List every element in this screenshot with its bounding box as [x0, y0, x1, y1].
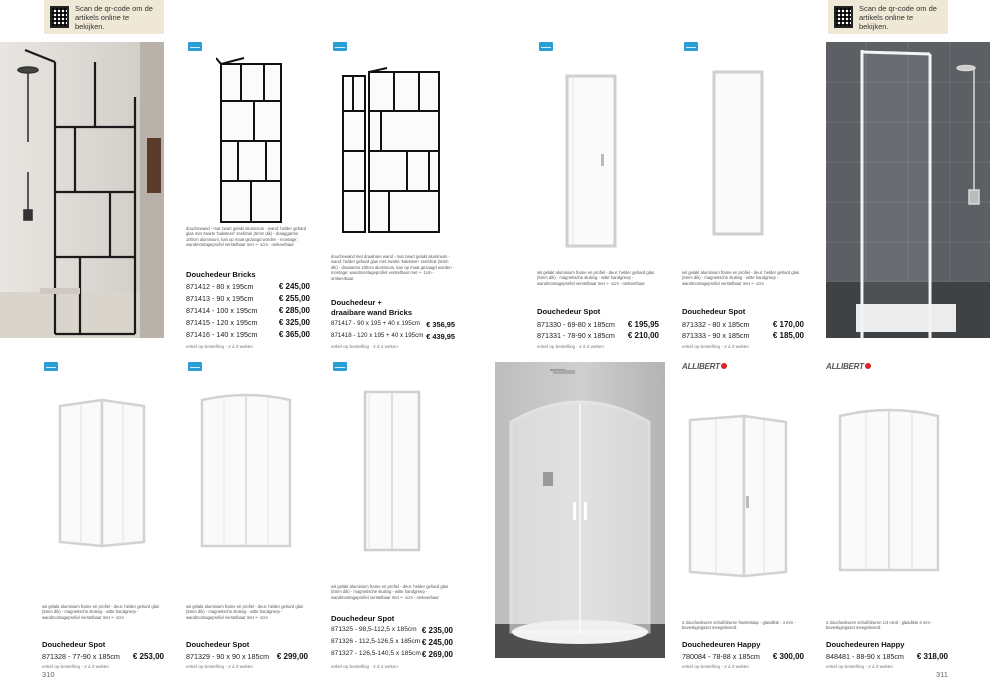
product-description: wit gelakt aluminium frame en profiel - deur: helder gehard glas (5mm dik) - magnetische sluiting - witte handgreep - wandmontageprofiel verstelbaar met +- 1cm [682, 270, 800, 286]
article-price: € 285,00 [278, 306, 310, 315]
qr-text: Scan de qr-code om de artikels online te bekijken. [74, 3, 153, 31]
article-code: 848481 - 88-90 x 185cm [826, 652, 904, 661]
product-description: douchewand - mat zwart gelakt aluminium - wand: helder gehard glas met zwarte 'baksteen' zeefdruk (5mm dik) - draaggarms 100cm aluminium, kan op maat gezaagd worden - montage: wandmontageprofiel verstelbaar met +- 1cm - omkeerbaar [186, 226, 307, 248]
photo-quarter-round-bathroom [495, 362, 665, 658]
price-row [682, 652, 804, 661]
product-spot-5 [331, 362, 455, 680]
article-price: € 245,00 [278, 282, 310, 291]
delivery-note: enkel op bestelling - 2 à 3 weken [331, 344, 398, 349]
price-row [331, 320, 455, 329]
article-code: 871327 - 126,5-140,5 x 185cm [331, 650, 421, 657]
article-price: € 356,95 [426, 320, 455, 329]
article-code: 871330 - 69-80 x 185cm [537, 320, 615, 329]
brand-logo [682, 362, 727, 371]
product-bricks-draaibaar [331, 42, 455, 354]
article-price: € 253,00 [132, 652, 164, 661]
article-price: € 255,00 [278, 294, 310, 303]
price-row [331, 626, 453, 635]
product-title: Douchedeuren Happy [682, 640, 761, 649]
product-spot-3 [42, 362, 166, 680]
delivery-note: enkel op bestelling - 2 à 3 weken [682, 664, 749, 669]
page-number-left: 310 [42, 670, 55, 679]
delivery-note: enkel op bestelling - 2 à 3 weken [186, 664, 253, 669]
article-price: € 365,00 [278, 330, 310, 339]
catalog-badge [539, 42, 553, 51]
product-title: Douchedeur + [331, 298, 382, 307]
catalog-badge [188, 362, 202, 371]
brand-dot-icon [721, 363, 727, 369]
brand-name: ALLIBERT [826, 362, 864, 371]
spot-panel-image [710, 68, 766, 238]
delivery-note: enkel op bestelling - 2 à 3 weken [331, 664, 398, 669]
product-description: wit gelakt aluminium frame en profiel - deur: helder gehard glas (5mm dik) - magnetische sluiting - witte handgreep - wandmontageprofiel verstelbaar met +- 1cm [42, 604, 160, 620]
delivery-note: enkel op bestelling - 2 à 3 weken [42, 664, 109, 669]
catalog-badge [44, 362, 58, 371]
article-code: 871418 - 120 x 195 + 40 x 195cm [331, 332, 424, 339]
article-code: 871415 - 120 x 195cm [186, 318, 258, 327]
catalog-badge [333, 362, 347, 371]
product-title: Douchedeur Spot [331, 614, 395, 623]
article-code: 871331 - 78-90 x 185cm [537, 331, 615, 340]
catalog-badge [684, 42, 698, 51]
article-price: € 170,00 [772, 320, 804, 329]
spot-quarter-round-image [198, 392, 294, 552]
article-price: € 195,95 [627, 320, 659, 329]
product-bricks [186, 42, 310, 354]
article-price: € 210,00 [627, 331, 659, 340]
product-description: 2 douchedeuren schuifdeuren 1/4 rond - glasdikte 4 mm - bevestigingsset meegeleverd. [826, 620, 933, 631]
article-code: 871329 - 90 x 90 x 185cm [186, 652, 270, 661]
article-code: 871417 - 90 x 195 + 40 x 195cm [331, 320, 420, 327]
bathroom-photo-image [826, 42, 990, 338]
price-row [331, 638, 453, 647]
price-row [537, 320, 659, 329]
product-happy-1 [682, 362, 806, 680]
price-row [186, 306, 310, 315]
article-code: 871325 - 98,5-112,5 x 185cm [331, 626, 417, 633]
price-row [186, 282, 310, 291]
qr-text: Scan de qr-code om de artikels online te bekijken. [858, 3, 937, 31]
bathroom-photo-image [0, 42, 164, 338]
qr-info-left [44, 0, 164, 34]
article-code: 871333 - 90 x 185cm [682, 331, 750, 340]
delivery-note: enkel op bestelling - 2 à 3 weken [537, 344, 604, 349]
page-number-right: 311 [936, 670, 948, 679]
price-row [331, 650, 453, 659]
delivery-note: enkel op bestelling - 2 à 3 weken [826, 664, 893, 669]
price-row [186, 294, 310, 303]
bathroom-photo-image [495, 362, 665, 658]
product-title: draaibare wand Bricks [331, 308, 413, 317]
article-price: € 439,95 [426, 332, 455, 341]
catalog-badge [333, 42, 347, 51]
article-price: € 185,00 [772, 331, 804, 340]
product-description: 2 douchedeuren schuifdeuren hoekinstap - glasdikte : 4 mm - bevestigingsset meegeleverd. [682, 620, 796, 631]
price-row [186, 318, 310, 327]
product-title: Douchedeur Bricks [186, 270, 256, 279]
article-code: 871414 - 100 x 195cm [186, 306, 258, 315]
product-title: Douchedeur Spot [42, 640, 106, 649]
spot-door-image [563, 72, 619, 252]
product-description: douchewand met draaibare wand - mat zwart gelakt aluminium - wand: helder gehard glas met zwarte 'baksteen' zeefdruk (5mm dik) - draaiarms 100cm aluminium, kan op maat gezaagd worden - montage: wandmontageprofiel verstelbaar met +- 1cm - omkeerbaar [331, 254, 455, 281]
spot-corner-image [56, 396, 148, 552]
article-code: 871328 - 77-90 x 185cm [42, 652, 120, 661]
price-row [537, 331, 659, 340]
product-spot-1 [537, 42, 661, 354]
bricks-draai-shower-image [339, 66, 443, 236]
article-price: € 299,00 [276, 652, 308, 661]
catalog-badge [188, 42, 202, 51]
article-price: € 300,00 [772, 652, 804, 661]
qr-info-right [828, 0, 948, 34]
article-price: € 325,00 [278, 318, 310, 327]
product-title: Douchedeur Spot [537, 307, 601, 316]
product-description: wit gelakt aluminium frame en profiel - deur: helder gehard glas (5mm dik) - magnetische sluiting - witte handgreep - wandmontageprofiel verstelbaar met +- 1cm [186, 604, 304, 620]
article-code: 780084 - 78-88 x 185cm [682, 652, 760, 661]
brand-dot-icon [865, 363, 871, 369]
article-price: € 318,00 [916, 652, 948, 661]
spot-sliding-image [361, 388, 423, 554]
product-spot-2 [682, 42, 806, 354]
product-description: wit gelakt aluminium frame en profiel - deur: helder gehard glas (5mm dik) - magnetische sluiting - witte handgreep - wandmontageprofiel verstelbaar met +- 1cm - omkeerbaar [331, 584, 449, 600]
photo-bricks-bathroom [0, 42, 164, 338]
delivery-note: enkel op bestelling - 2 à 3 weken [186, 344, 253, 349]
brand-logo [826, 362, 871, 371]
delivery-note: enkel op bestelling - 2 à 3 weken [682, 344, 749, 349]
bricks-shower-image [216, 56, 286, 226]
price-row [186, 652, 308, 661]
price-row [826, 652, 948, 661]
price-row [682, 331, 804, 340]
article-price: € 235,00 [421, 626, 453, 635]
price-row [186, 330, 310, 339]
product-description: wit gelakt aluminium frame en profiel - deur: helder gehard glas (5mm dik) - magnetische sluiting - witte handgreep - wandmontageprofiel verstelbaar met +- 1cm - omkeerbaar [537, 270, 655, 286]
article-code: 871326 - 112,5-126,5 x 185cm [331, 638, 421, 645]
product-title: Douchedeur Spot [682, 307, 746, 316]
product-happy-2 [826, 362, 950, 680]
article-price: € 269,00 [421, 650, 453, 659]
price-row [331, 332, 455, 341]
article-code: 871412 - 80 x 195cm [186, 282, 254, 291]
article-code: 871413 - 90 x 195cm [186, 294, 254, 303]
happy-quarter-round-image [836, 406, 942, 574]
brand-name: ALLIBERT [682, 362, 720, 371]
photo-spot-bathroom [826, 42, 990, 338]
qr-code-icon[interactable] [834, 6, 853, 28]
article-price: € 245,00 [421, 638, 453, 647]
product-title: Douchedeur Spot [186, 640, 250, 649]
price-row [42, 652, 164, 661]
qr-code-icon[interactable] [50, 6, 69, 28]
happy-corner-image [686, 412, 790, 580]
article-code: 871416 - 140 x 195cm [186, 330, 258, 339]
product-spot-4 [186, 362, 310, 680]
article-code: 871332 - 80 x 185cm [682, 320, 750, 329]
product-title: Douchedeuren Happy [826, 640, 905, 649]
price-row [682, 320, 804, 329]
